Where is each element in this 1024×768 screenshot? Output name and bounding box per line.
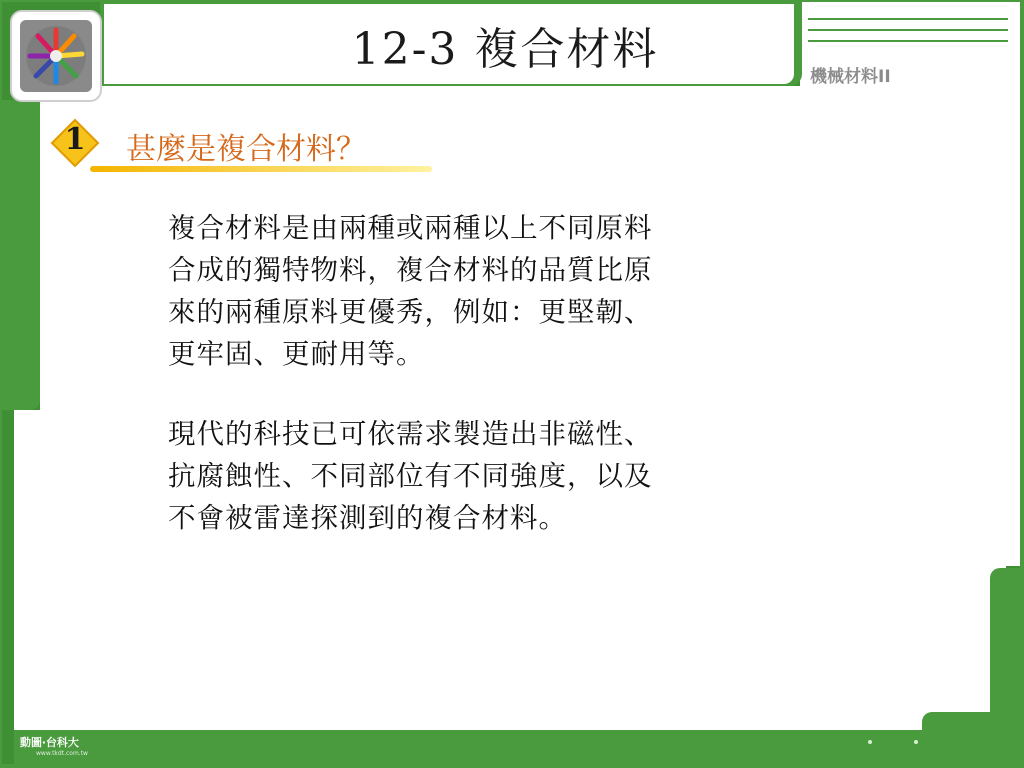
left-accent-tab	[2, 100, 40, 410]
logo	[10, 10, 102, 102]
section-heading: 甚麼是複合材料？	[126, 132, 366, 167]
bottom-panel	[14, 600, 1020, 730]
decorative-lines	[808, 18, 1008, 51]
section-number: 1	[64, 122, 86, 157]
publisher-url: www.tkdt.com.tw	[36, 750, 88, 757]
right-panel	[960, 86, 1020, 566]
color-wheel-icon	[20, 20, 92, 92]
footer-corner	[922, 712, 1020, 768]
page-title: 12-3 複合材料	[351, 24, 659, 75]
course-label: 機械材料II	[810, 67, 891, 87]
footer-dot	[868, 740, 872, 744]
paragraph-modern-tech: 現代的科技已可依需求製造出非磁性、 抗腐蝕性、不同部位有不同強度，以及 不會被雷達探測到的複合材料。	[168, 418, 653, 534]
publisher-logo: 動圖‧台科大	[20, 736, 79, 749]
section-number-badge	[50, 118, 100, 168]
footer-bar	[14, 730, 1020, 766]
paragraph-definition: 複合材料是由兩種或兩種以上不同原料 合成的獨特物料，複合材料的品質比原 來的兩種原料更優秀，例如：更堅韌、 更牢固、更耐用等。	[168, 212, 653, 370]
footer-dot	[914, 740, 918, 744]
